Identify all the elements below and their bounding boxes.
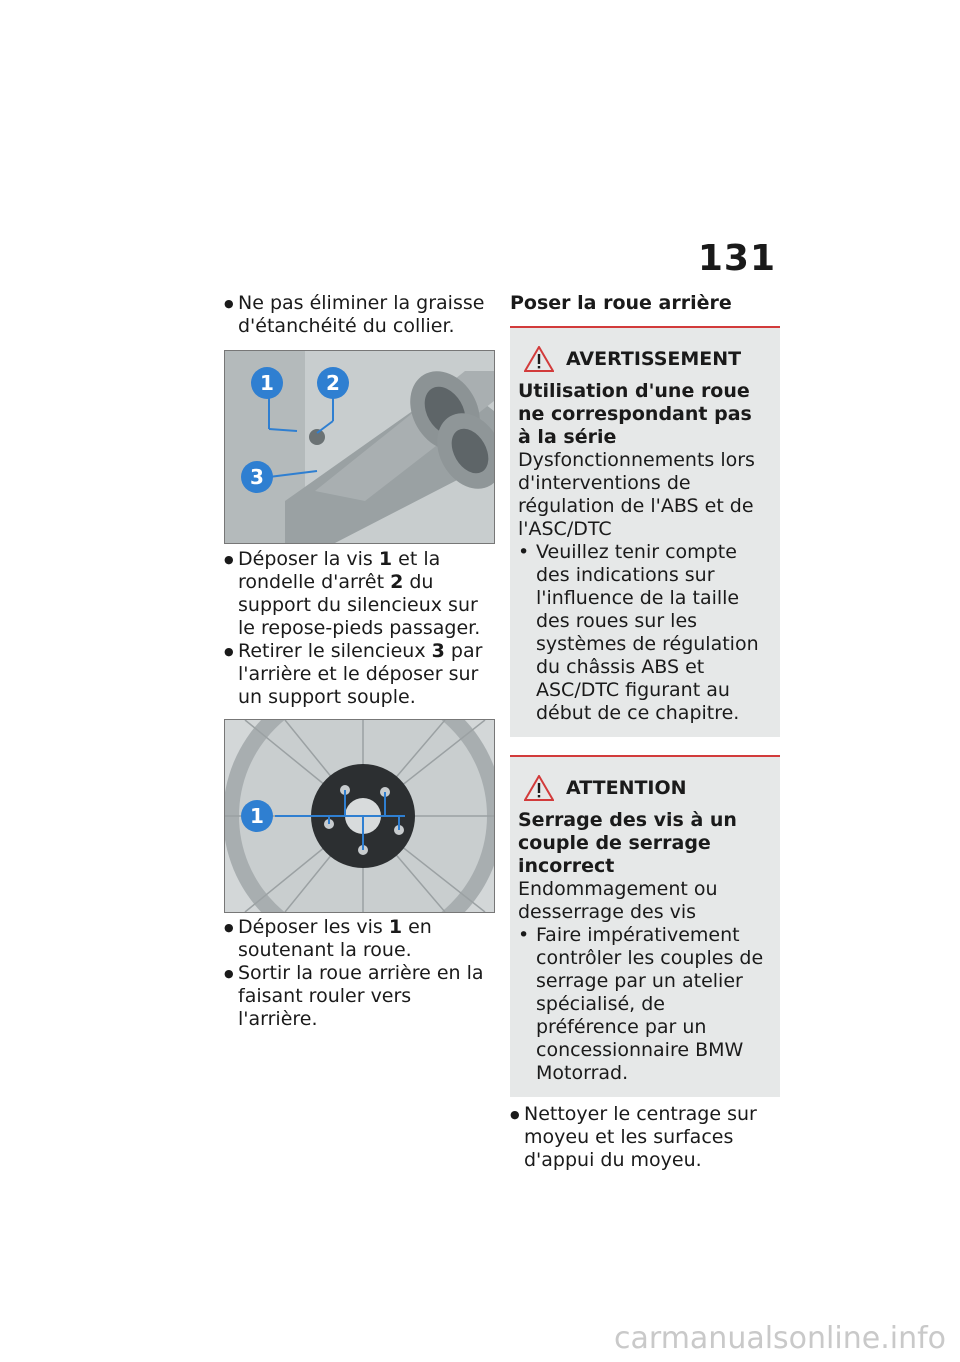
section-title: Poser la roue arrière xyxy=(510,292,732,314)
callout-3: 3 xyxy=(241,461,273,493)
step-bullet: ● Retirer le silencieux 3 par l'arrière et le déposer sur un support souple. xyxy=(224,640,496,709)
left-steps-3 xyxy=(224,916,496,1031)
warning-box xyxy=(510,326,780,737)
warning-body: Dysfonctionnements lors d'interventions de régulation de l'ABS et de l'ASC/DTC xyxy=(518,449,755,540)
attention-label: ATTENTION xyxy=(566,777,687,799)
attention-item: • Faire impérativement contrôler les couples de serrage par un atelier spécialisé, de préférence par un concessionnaire BMW Motorrad. xyxy=(518,924,770,1085)
step-bullet: ● Déposer la vis 1 et la rondelle d'arrêt 2 du support du silencieux sur le repose-pieds passager. xyxy=(224,548,496,640)
warning-label: AVERTISSEMENT xyxy=(566,348,742,370)
callout-1: 1 xyxy=(251,367,283,399)
attention-box xyxy=(510,755,780,1097)
left-column xyxy=(224,292,496,338)
step-bullet: ● Nettoyer le centrage sur moyeu et les surfaces d'appui du moyeu. xyxy=(510,1103,780,1172)
warning-triangle-icon xyxy=(524,775,554,801)
warning-triangle-icon xyxy=(524,346,554,372)
callout-2: 2 xyxy=(317,367,349,399)
attention-body: Endommagement ou desserrage des vis xyxy=(518,878,718,923)
step-bullet: ● Déposer les vis 1 en soutenant la roue. xyxy=(224,916,496,962)
warning-item: • Veuillez tenir compte des indications sur l'influence de la taille des roues sur les systèmes de régulation du châssis ABS et ASC/DTC figurant au début de ce chapitre. xyxy=(518,541,770,725)
watermark: carmanualsonline.info xyxy=(614,1321,946,1356)
callout-1: 1 xyxy=(241,800,273,832)
step-bullet xyxy=(224,292,496,338)
page-number: 131 xyxy=(697,238,776,279)
warning-header xyxy=(524,346,770,372)
step-text: Ne pas éliminer la graisse d'étanchéité du collier. xyxy=(238,292,485,337)
exhaust-photo xyxy=(224,350,495,544)
attention-subtitle: Serrage des vis à un couple de serrage incorrect xyxy=(518,809,737,877)
right-column xyxy=(510,292,780,1172)
left-steps-2 xyxy=(224,548,496,709)
warning-subtitle: Utilisation d'une roue ne correspondant pas à la série xyxy=(518,380,752,448)
step-bullet: ● Sortir la roue arrière en la faisant rouler vers l'arrière. xyxy=(224,962,496,1031)
attention-header xyxy=(524,775,770,801)
wheel-photo xyxy=(224,719,495,913)
